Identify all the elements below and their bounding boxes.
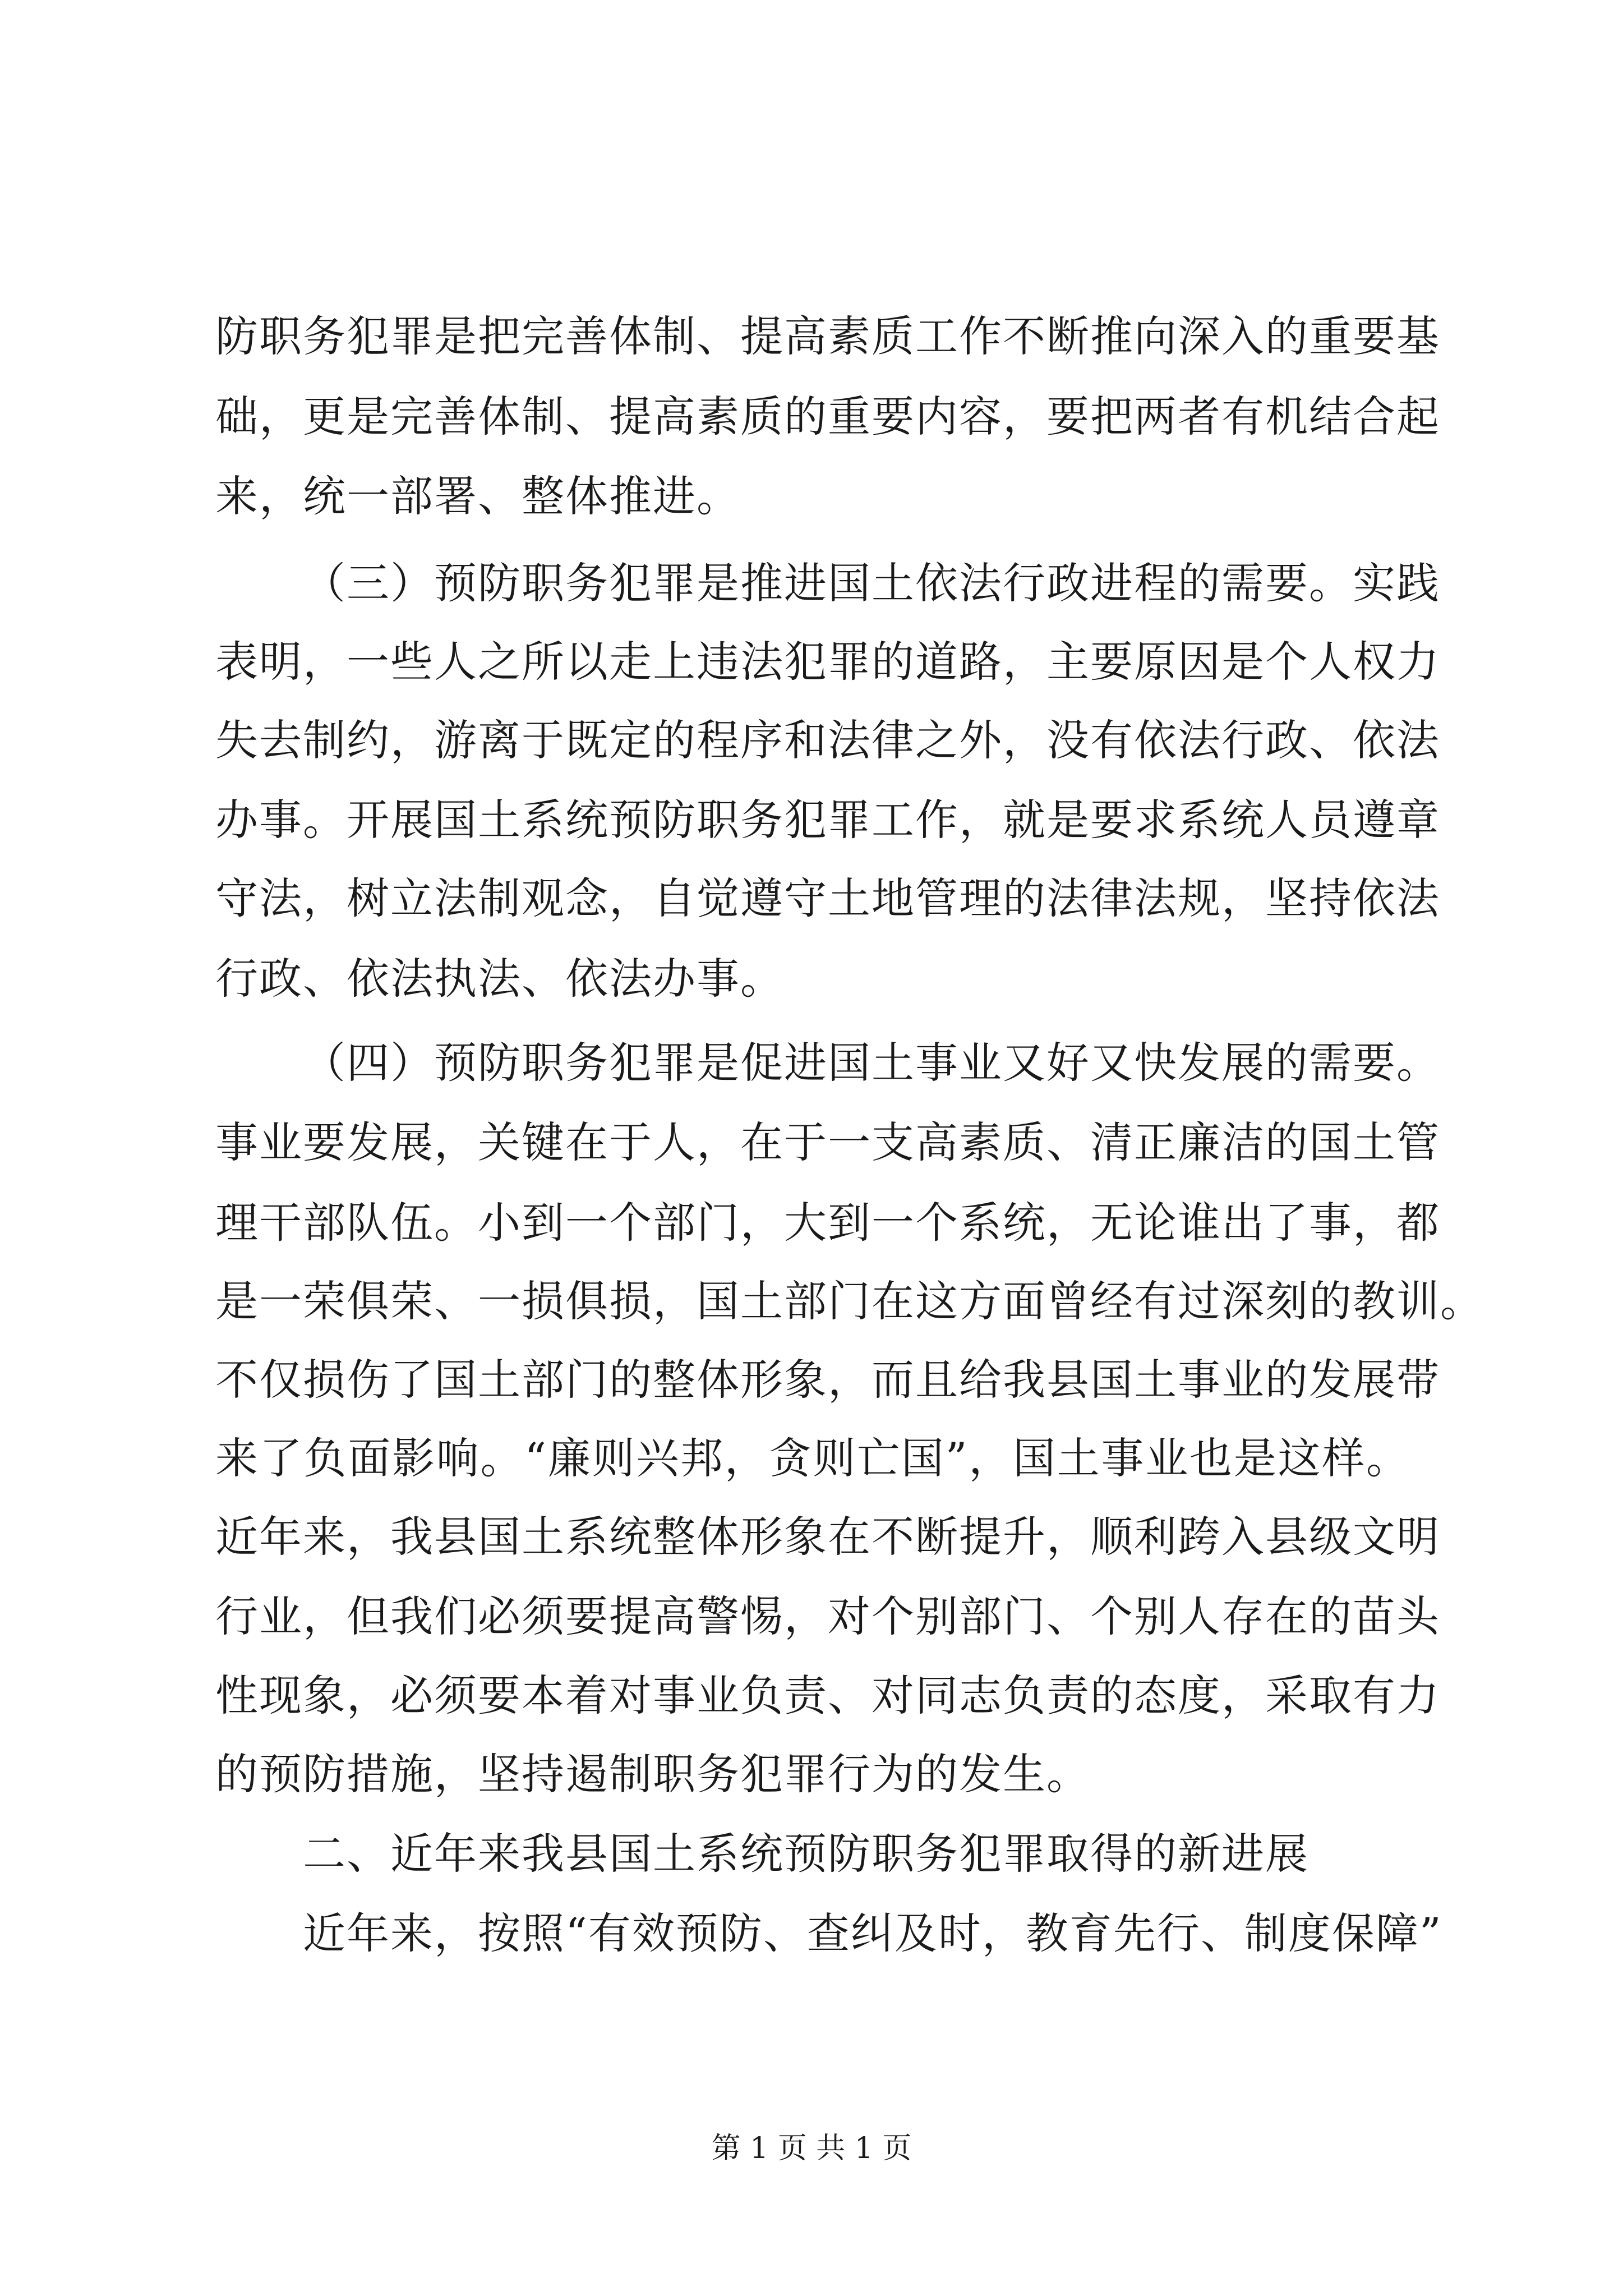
text-line: 理干部队伍。小到一个部门，大到一个系统，无论谁出了事，都: [215, 1198, 1440, 1248]
text-line: 表明，一些人之所以走上违法犯罪的道路，主要原因是个人权力: [215, 637, 1440, 687]
text-line: 近年来，我县国土系统整体形象在不断提升，顺利跨入县级文明: [215, 1512, 1440, 1562]
text-line: 守法，树立法制观念，自觉遵守土地管理的法律法规，坚持依法: [215, 873, 1440, 923]
page-footer: 第 1 页 共 1 页: [711, 2132, 912, 2165]
text-line: 防职务犯罪是把完善体制、提高素质工作不断推向深入的重要基: [215, 311, 1440, 361]
text-line: 是一荣俱荣、一损俱损，国土部门在这方面曾经有过深刻的教训。: [215, 1276, 1484, 1326]
text-line: （四）预防职务犯罪是促进国土事业又好又快发展的需要。: [303, 1038, 1440, 1088]
text-line: 性现象，必须要本着对事业负责、对同志负责的态度，采取有力: [215, 1671, 1440, 1720]
text-line: 行政、依法执法、依法办事。: [215, 954, 784, 1004]
text-line: 来了负面影响。“廉则兴邦，贪则亡国”，国土事业也是这样。: [215, 1433, 1410, 1483]
text-line: 行业，但我们必须要提高警惕，对个别部门、个别人存在的苗头: [215, 1591, 1440, 1641]
text-line: 失去制约，游离于既定的程序和法律之外，没有依法行政、依法: [215, 715, 1440, 765]
text-line: 不仅损伤了国土部门的整体形象，而且给我县国土事业的发展带: [215, 1355, 1440, 1405]
text-line: 办事。开展国土系统预防职务犯罪工作，就是要求系统人员遵章: [215, 795, 1440, 845]
text-line: 事业要发展，关键在于人，在于一支高素质、清正廉洁的国土管: [215, 1117, 1440, 1167]
text-line: 础，更是完善体制、提高素质的重要内容，要把两者有机结合起: [215, 392, 1440, 441]
text-line: 来，统一部署、整体推进。: [215, 471, 740, 521]
text-line: 近年来，按照“有效预防、查纠及时，教育先行、制度保障”: [303, 1908, 1442, 1958]
text-line: 的预防措施，坚持遏制职务犯罪行为的发生。: [215, 1749, 1090, 1799]
section-heading: 二、近年来我县国土系统预防职务犯罪取得的新进展: [303, 1829, 1309, 1879]
text-line: （三）预防职务犯罪是推进国土依法行政进程的需要。实践: [303, 558, 1440, 608]
